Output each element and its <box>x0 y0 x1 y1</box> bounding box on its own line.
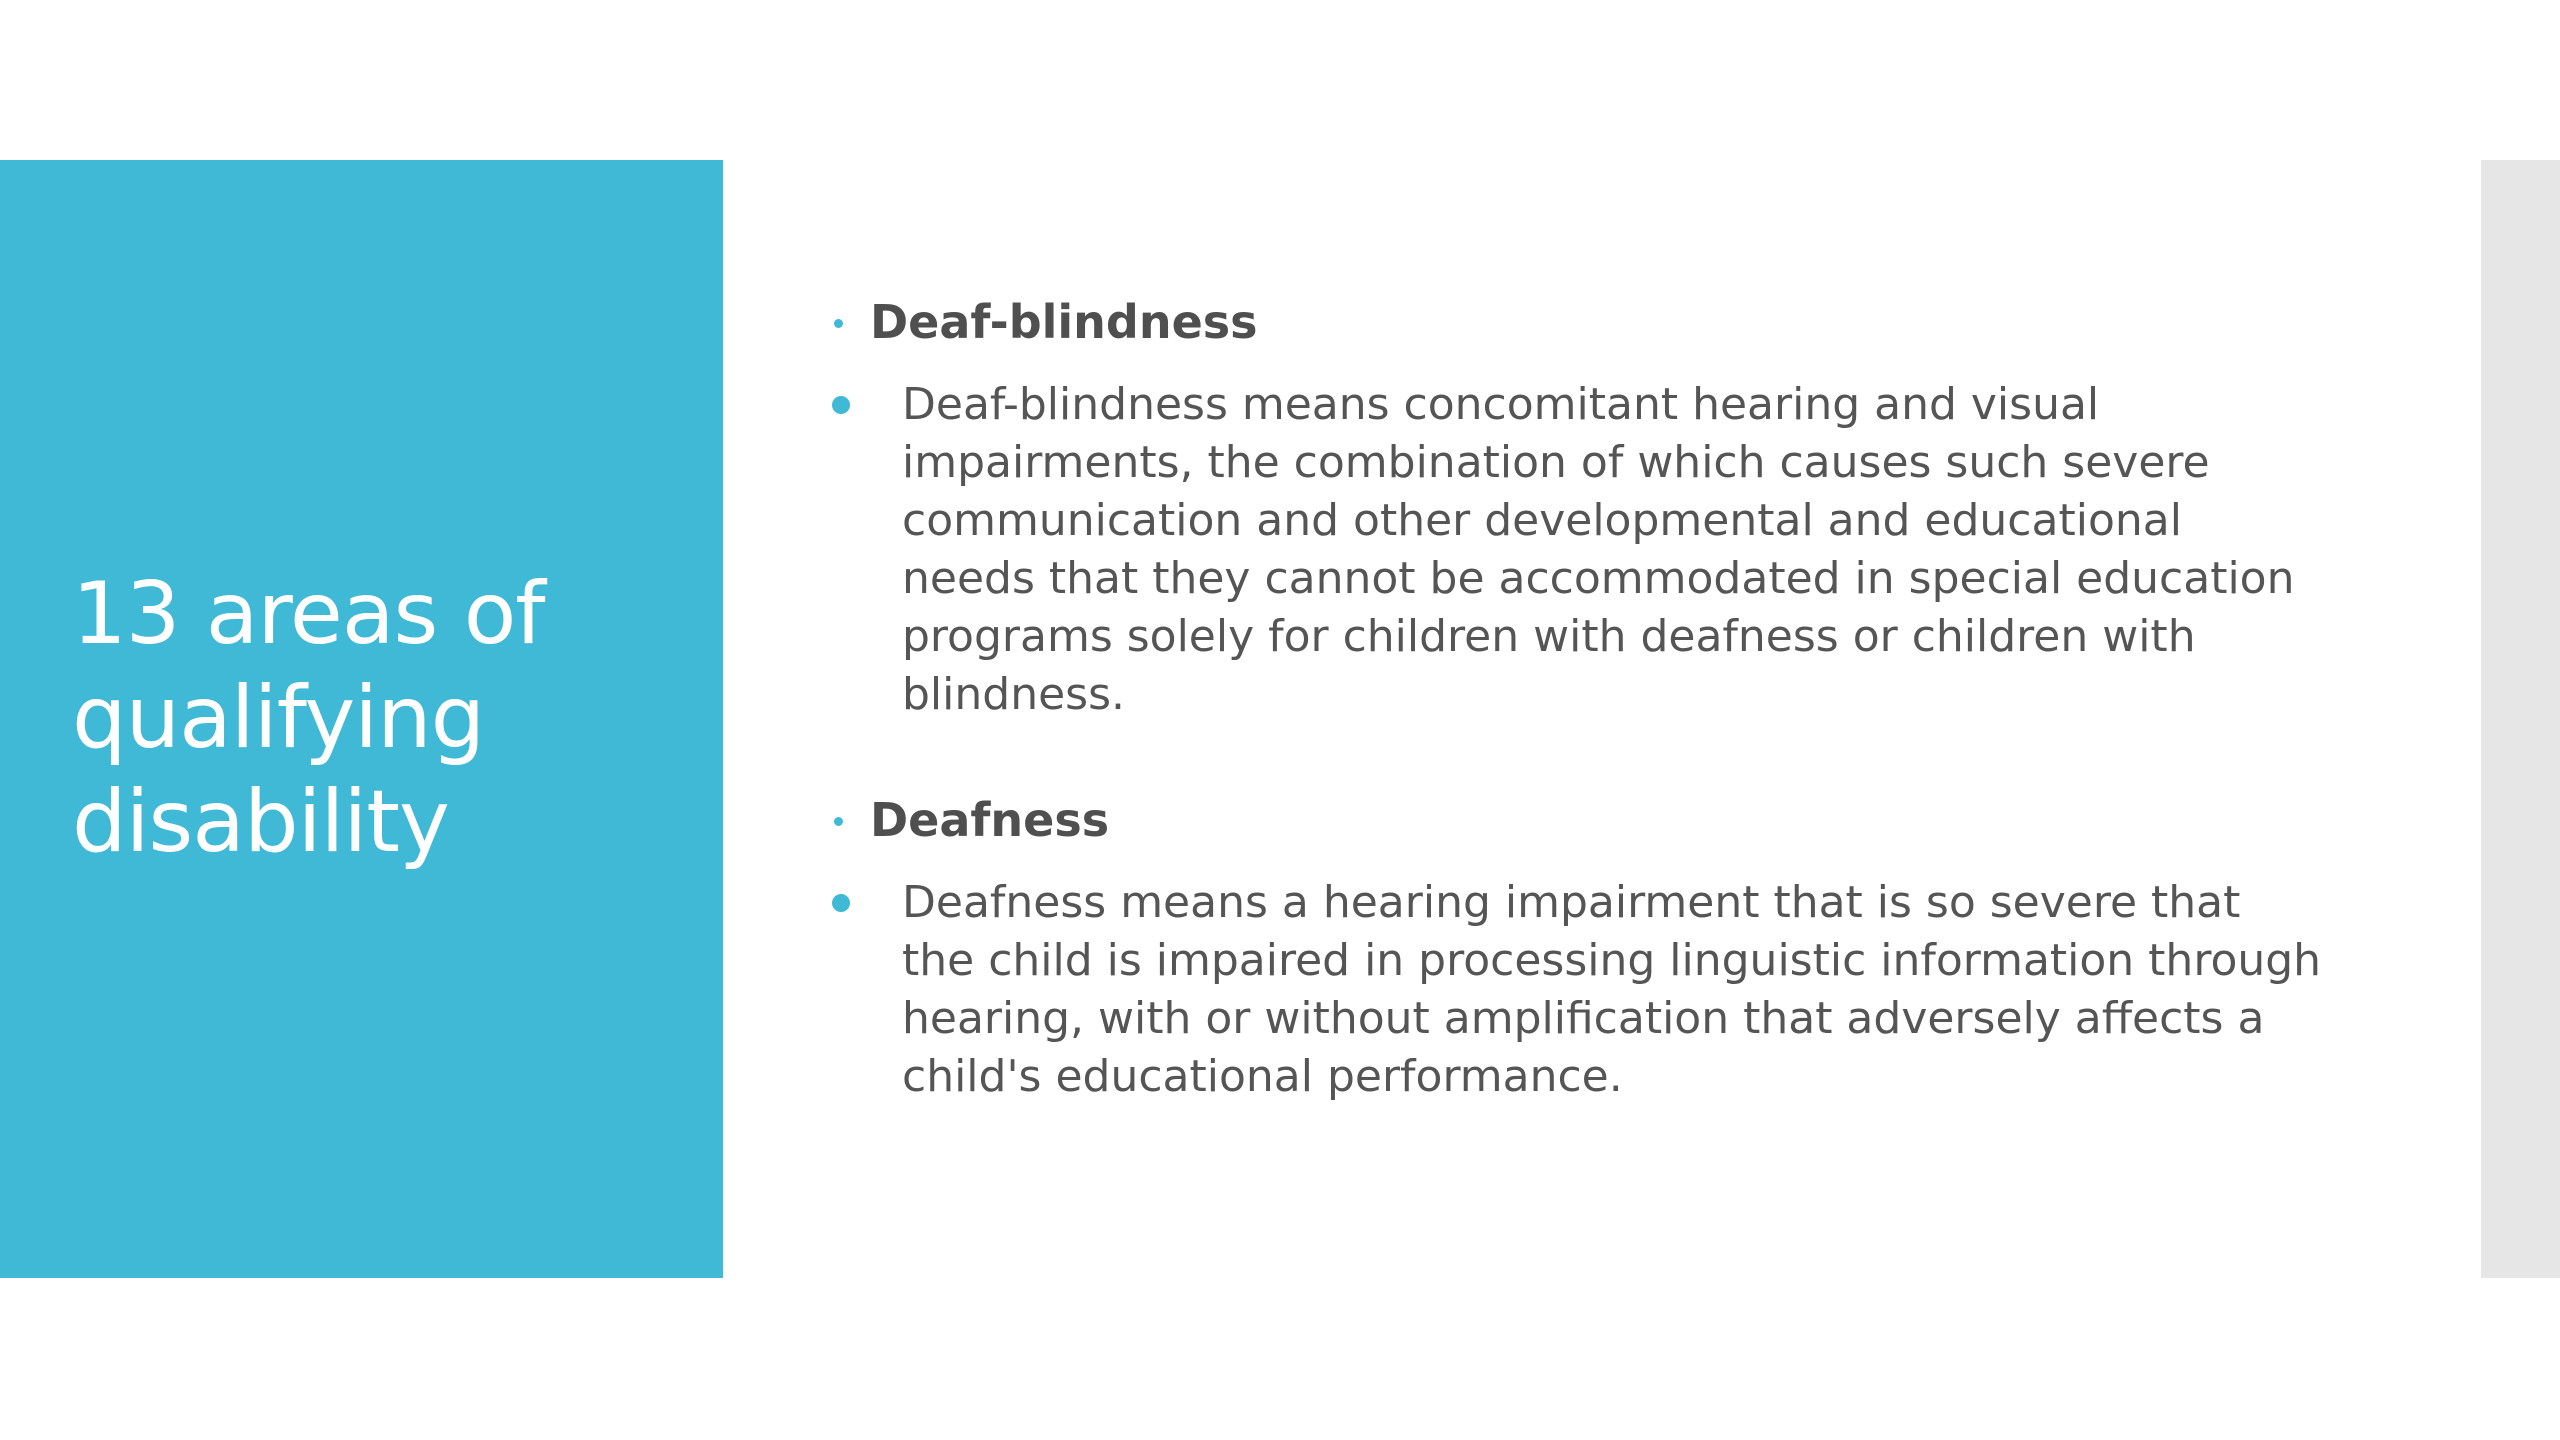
section-heading <box>828 290 2388 354</box>
section-deaf-blindness <box>828 290 2388 724</box>
heading-text: Deafness <box>870 793 1110 847</box>
bullet-dot-icon <box>834 319 843 328</box>
body-text: Deafness means a hearing impairment that is so severe that the child is impaired in processing linguistic information through hearing, with or without amplification that adversely affects a child's educational performance. <box>902 877 2322 1102</box>
slide-title: 13 areas of qualifying disability <box>72 564 545 872</box>
section-body <box>828 874 2322 1106</box>
bullet-dot-icon <box>834 817 843 826</box>
bullet-dot-icon <box>832 894 850 912</box>
right-edge-strip <box>2481 160 2560 1278</box>
bullet-dot-icon <box>832 396 850 414</box>
slide-content <box>828 290 2388 1170</box>
section-body <box>828 376 2322 724</box>
body-text: Deaf-blindness means concomitant hearing and visual impairments, the combination of which causes such severe communication and other developmental and educational needs that they cannot be accommodated in special education programs solely for children with deafness or children with blindness. <box>902 379 2295 720</box>
section-deafness <box>828 788 2388 1106</box>
section-heading <box>828 788 2388 852</box>
heading-text: Deaf-blindness <box>870 295 1258 349</box>
